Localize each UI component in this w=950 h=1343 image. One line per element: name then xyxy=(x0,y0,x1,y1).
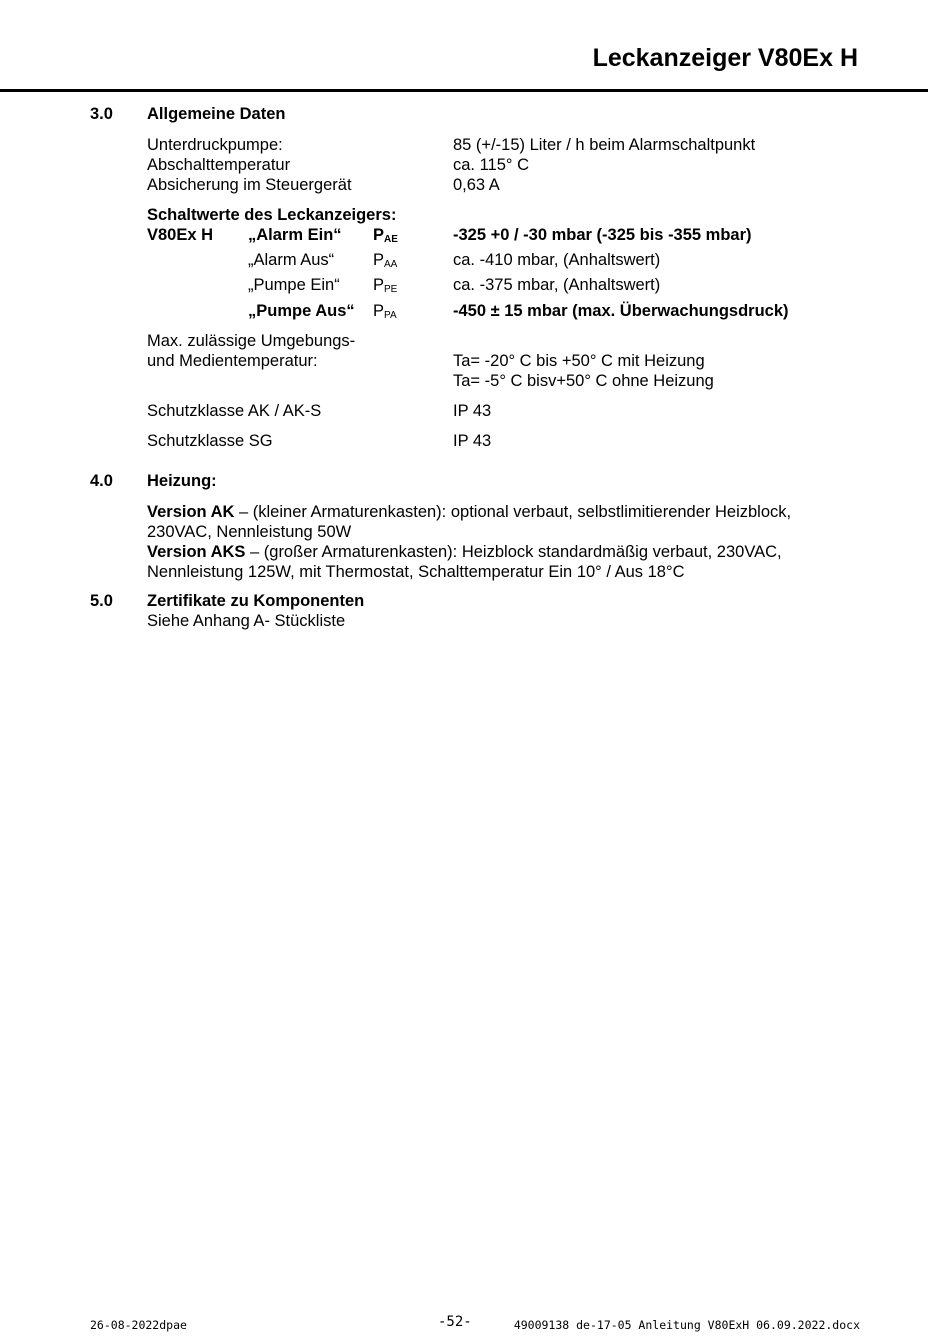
section-title-4: Heizung: xyxy=(147,472,217,490)
switch-value-alarm-on: -325 +0 / -30 mbar (-325 bis -355 mbar) xyxy=(453,226,752,244)
model-name: V80Ex H xyxy=(147,226,214,244)
switch-symbol-alarm-off: $P_{AA}$ xyxy=(373,251,398,270)
footer-date: 26-08-2022dpae xyxy=(90,1318,187,1332)
footer-document-id: 49009138 de-17-05 Anleitung V80ExH 06.09.2022.docx xyxy=(513,1318,860,1332)
switch-symbol-pump-on: $P_{PE}$ xyxy=(373,276,398,295)
heating-version-ak: Version AK xyxy=(147,503,235,521)
temp-value-without-heating: Ta= -5° C bisv+50° C ohne Heizung xyxy=(453,372,714,390)
switch-name-alarm-on: „Alarm Ein“ xyxy=(248,226,342,244)
row-value-fuse: 0,63 A xyxy=(453,176,500,194)
switch-value-alarm-off: ca. -410 mbar, (Anhaltswert) xyxy=(453,251,661,269)
switch-value-pump-on: ca. -375 mbar, (Anhaltswert) xyxy=(453,276,661,294)
row-label-fuse: Absicherung im Steuergerät xyxy=(147,176,352,194)
section-number-4: 4.0 xyxy=(90,472,113,490)
certificates-text: Siehe Anhang A- Stückliste xyxy=(147,612,346,630)
protection-label-sg: Schutzklasse SG xyxy=(147,432,273,450)
header-divider xyxy=(0,89,928,92)
temp-value-with-heating: Ta= -20° C bis +50° C mit Heizung xyxy=(453,352,705,370)
section-number-3: 3.0 xyxy=(90,105,113,123)
heating-paragraph-ak xyxy=(147,502,847,542)
row-label-pump: Unterdruckpumpe: xyxy=(147,136,283,154)
section-number-5: 5.0 xyxy=(90,592,113,610)
switch-name-pump-off: „Pumpe Aus“ xyxy=(248,302,355,320)
heating-paragraph-aks xyxy=(147,542,847,582)
heating-version-aks: Version AKS xyxy=(147,543,246,561)
heating-text-ak: – (kleiner Armaturenkasten): optional verbaut, selbstlimitierender Heizblock, 230VAC, Nennleistung 50W xyxy=(147,503,792,541)
page-number: -52- xyxy=(438,1314,472,1330)
row-value-pump: 85 (+/-15) Liter / h beim Alarmschaltpunkt xyxy=(453,136,756,154)
protection-value-ak: IP 43 xyxy=(453,402,492,420)
temp-label-line1: Max. zulässige Umgebungs- xyxy=(147,332,356,350)
protection-label-ak: Schutzklasse AK / AK-S xyxy=(147,402,322,420)
temp-label-line2: und Medientemperatur: xyxy=(147,352,318,370)
heating-text-aks: – (großer Armaturenkasten): Heizblock standardmäßig verbaut, 230VAC, Nennleistung 125W, mit Thermostat, Schalttemperatur Ein 10° / Aus 18°C xyxy=(147,543,782,581)
row-value-cutoff-temp: ca. 115° C xyxy=(453,156,529,174)
document-title: Leckanzeiger V80Ex H xyxy=(592,44,858,72)
section-title-5: Zertifikate zu Komponenten xyxy=(147,592,365,610)
switch-values-title: Schaltwerte des Leckanzeigers: xyxy=(147,206,397,224)
switch-name-pump-on: „Pumpe Ein“ xyxy=(248,276,340,294)
switch-value-pump-off: -450 ± 15 mbar (max. Überwachungsdruck) xyxy=(453,302,789,320)
row-label-cutoff-temp: Abschalttemperatur xyxy=(147,156,291,174)
switch-symbol-pump-off: $P_{PA}$ xyxy=(373,302,397,321)
section-title-3: Allgemeine Daten xyxy=(147,105,286,123)
protection-value-sg: IP 43 xyxy=(453,432,492,450)
switch-symbol-alarm-on: $P_{AE}$ xyxy=(373,226,398,245)
switch-name-alarm-off: „Alarm Aus“ xyxy=(248,251,335,269)
